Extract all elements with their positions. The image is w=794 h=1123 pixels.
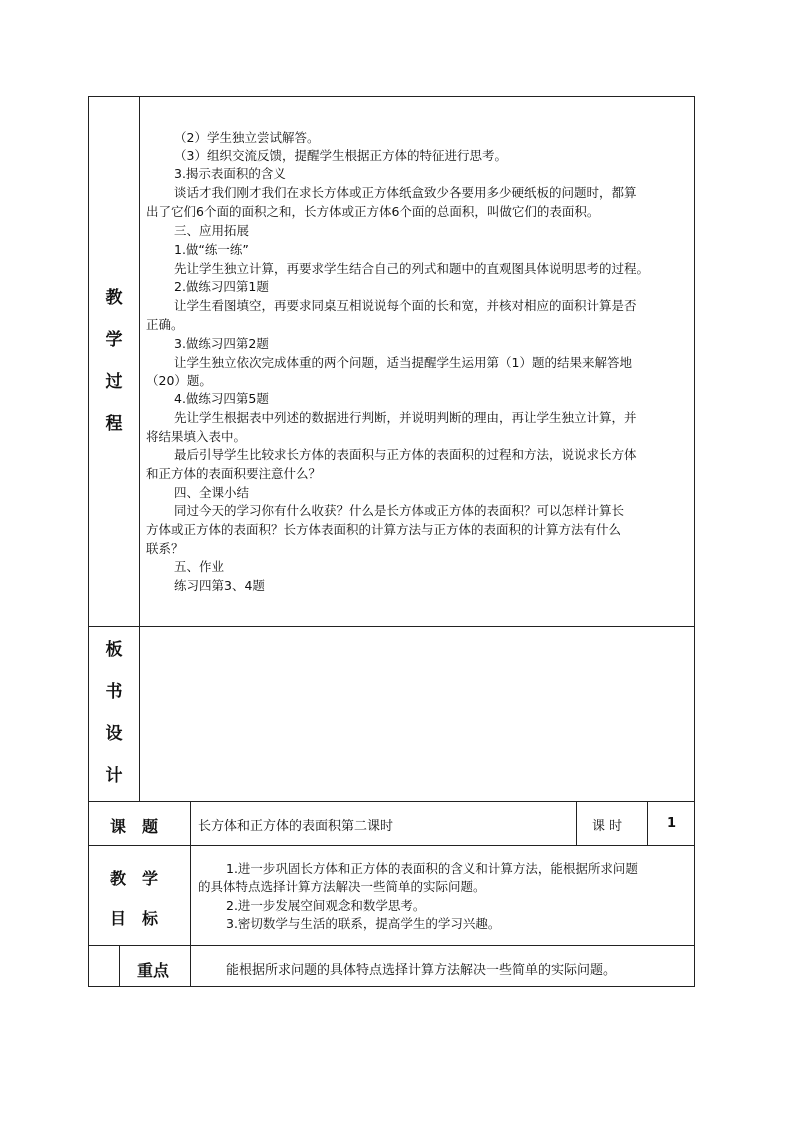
process-line: 三、应用拓展 xyxy=(174,223,250,238)
period-value: 1 xyxy=(667,816,677,831)
process-line: （20）题。 xyxy=(146,373,212,388)
goal-line: 2.进一步发展空间观念和数学思考。 xyxy=(226,898,426,913)
goal-line: 3.密切数学与生活的联系，提高学生的学习兴趣。 xyxy=(226,916,501,931)
period-value-divider xyxy=(647,801,648,845)
process-line: 先让学生独立计算，再要求学生结合自己的列式和题中的直观图具体说明思考的过程。 xyxy=(174,261,650,276)
process-line: 谈话才我们刚才我们在求长方体或正方体纸盒致少各要用多少硬纸板的问题时，都算 xyxy=(174,185,637,200)
goals-focus-divider xyxy=(88,945,695,946)
period-label: 课 时 xyxy=(592,819,623,834)
process-line: 四、全课小结 xyxy=(174,485,250,500)
lesson-title-label: 课 题 xyxy=(110,817,159,836)
goal-line: 的具体特点选择计算方法解决一些简单的实际问题。 xyxy=(198,879,486,894)
process-line: 正确。 xyxy=(146,317,184,332)
board-lesson-divider xyxy=(88,801,695,802)
process-line: 让学生看图填空，再要求同桌互相说说每个面的长和宽，并核对相应的面积计算是否 xyxy=(174,298,637,313)
process-line: 让学生独立依次完成体重的两个问题，适当提醒学生运用第（1）题的结果来解答地 xyxy=(174,355,632,370)
process-line: 方体或正方体的表面积？长方体表面积的计算方法与正方体的表面积的计算方法有什么 xyxy=(146,522,622,537)
goal-line: 1.进一步巩固长方体和正方体的表面积的含义和计算方法，能根据所求问题 xyxy=(226,861,638,876)
process-line: 将结果填入表中。 xyxy=(146,429,247,444)
process-line: 和正方体的表面积要注意什么？ xyxy=(146,466,322,481)
process-line: 1.做“练一练” xyxy=(174,242,249,257)
bottom-label-divider xyxy=(190,801,191,987)
lesson-goals-divider xyxy=(88,845,695,846)
goals-label-line1: 教 学 xyxy=(110,869,159,888)
lesson-title: 长方体和正方体的表面积第二课时 xyxy=(198,819,394,834)
goals-label-line2: 目 标 xyxy=(110,909,159,928)
process-line: （2）学生独立尝试解答。 xyxy=(174,130,320,145)
process-line: 4.做练习四第5题 xyxy=(174,391,269,406)
process-line: 3.揭示表面积的含义 xyxy=(174,166,286,181)
focus-text: 能根据所求问题的具体特点选择计算方法解决一些简单的实际问题。 xyxy=(226,963,617,978)
process-line: 先让学生根据表中列述的数据进行判断，并说明判断的理由，再让学生独立计算，并 xyxy=(174,410,637,425)
process-line: 最后引导学生比较求长方体的表面积与正方体的表面积的过程和方法，说说求长方体 xyxy=(174,447,637,462)
focus-left-divider xyxy=(119,945,120,987)
process-line: （3）组织交流反馈，提醒学生根据正方体的特征进行思考。 xyxy=(174,148,507,163)
board-design-content xyxy=(140,627,694,800)
process-line: 3.做练习四第2题 xyxy=(174,336,269,351)
process-label: 教 学 过 程 xyxy=(105,288,123,434)
process-line: 出了它们6个面的面积之和，长方体或正方体6个面的总面积，叫做它们的表面积。 xyxy=(146,204,600,219)
board-design-label: 板 书 设 计 xyxy=(105,640,123,786)
process-line: 2.做练习四第1题 xyxy=(174,279,269,294)
process-line: 同过今天的学习你有什么收获？什么是长方体或正方体的表面积？可以怎样计算长 xyxy=(174,503,625,518)
period-label-divider xyxy=(576,801,577,845)
process-line: 五、作业 xyxy=(174,559,225,574)
process-line: 联系？ xyxy=(146,541,184,556)
focus-label: 重点 xyxy=(137,961,170,980)
process-line: 练习四第3、4题 xyxy=(174,578,265,593)
